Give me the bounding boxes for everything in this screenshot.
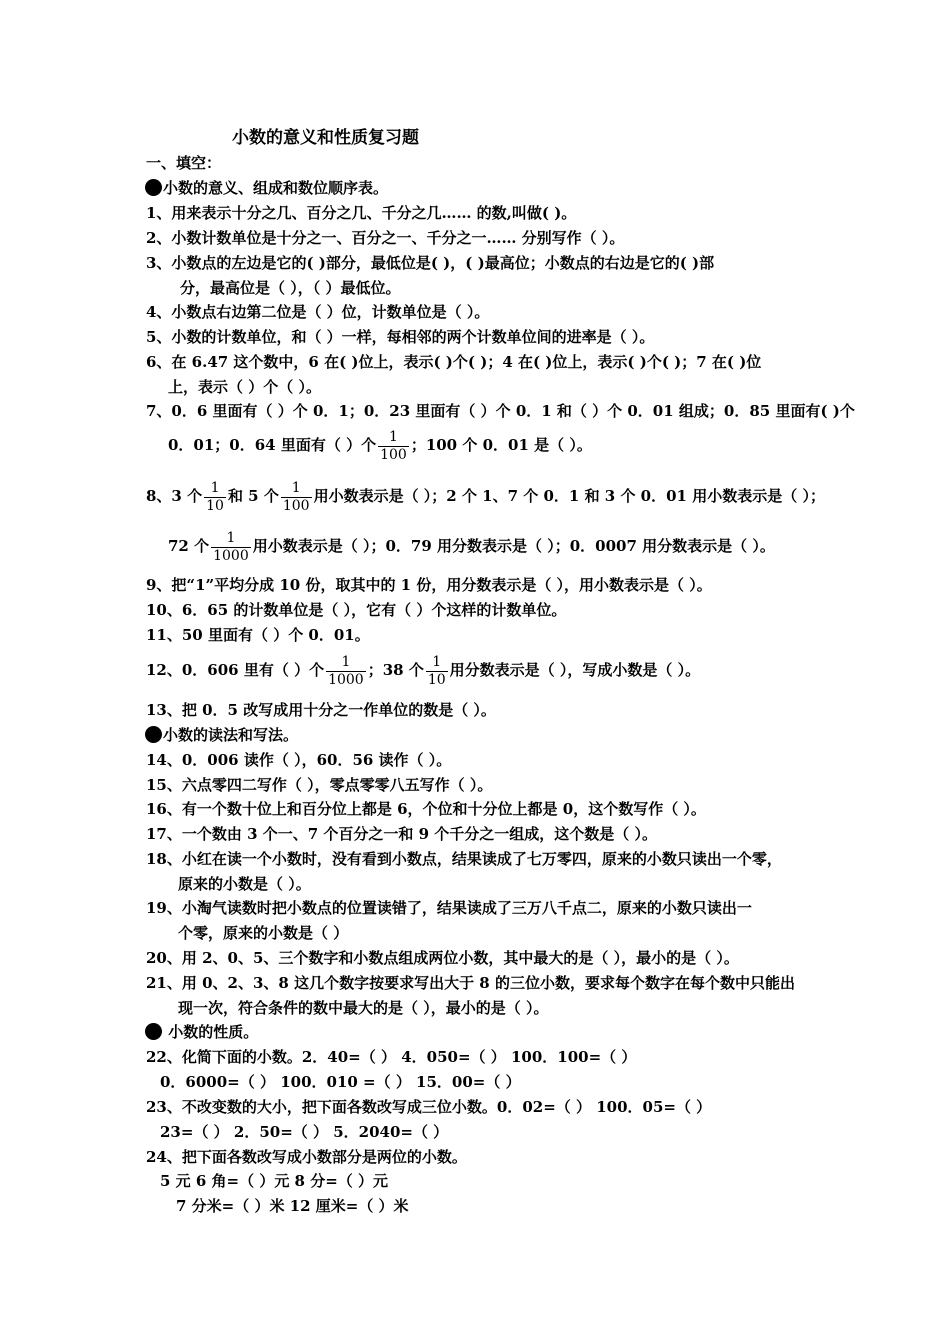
fraction-numerator: 1 (432, 653, 442, 670)
fraction-1-1000 (326, 654, 366, 689)
question-20: 20、用 2、0、5、三个数字和小数点组成两位小数，其中最大的是（ ），最小的是（ ）。 (146, 949, 739, 967)
fraction-1-10 (426, 654, 448, 689)
question-8-line-2 (168, 527, 848, 565)
fraction-denominator: 10 (427, 671, 446, 688)
question-7-line-1: 7、0．6 里面有（ ）个 0．1；0．23 里面有（ ）个 0．1 和（ ）个 0．01 组成；0．85 里面有( )个 (146, 402, 855, 420)
page-title: 小数的意义和性质复习题 (232, 128, 419, 148)
question-22-line-2: 0．6000=（ ） 100．010 =（ ） 15．00=（ ） (160, 1073, 521, 1091)
flower-bullet-icon (146, 1024, 161, 1039)
q12-text-c: 用分数表示是（ ），写成小数是（ ）。 (449, 661, 701, 679)
question-17: 17、一个数由 3 个一、7 个百分之一和 9 个千分之一组成，这个数是（ ）。 (146, 825, 658, 843)
q7-text-a: 0．01；0．64 里面有（ ）个 (168, 436, 377, 454)
subsection-properties (146, 1022, 826, 1042)
question-22-line-1: 22、化简下面的小数。2．40=（ ） 4．050=（ ） 100．100=（ ） (146, 1048, 637, 1066)
fraction-1-100 (378, 429, 409, 464)
fraction-denominator: 1000 (213, 547, 249, 564)
subsection-reading (146, 725, 826, 745)
question-23-line-2: 23=（ ） 2．50=（ ） 5．2040=（ ） (160, 1123, 449, 1141)
subsection-label: 小数的意义、组成和数位顺序表。 (163, 179, 389, 197)
question-6-line-2: 上，表示（ ）个（ ）。 (168, 378, 321, 396)
fraction-numerator: 1 (388, 428, 398, 445)
subsection-label: 小数的性质。 (163, 1023, 259, 1041)
question-13: 13、把 0．5 改写成用十分之一作单位的数是（ ）。 (146, 701, 496, 719)
q8-text-a: 8、3 个 (146, 487, 203, 505)
question-24-line-1: 5 元 6 角=（ ）元 8 分=（ ）元 (160, 1172, 389, 1190)
question-12 (146, 651, 826, 689)
question-14: 14、0．006 读作（ ），60．56 读作（ ）。 (146, 751, 452, 769)
q8-text-c: 用小数表示是（ ）；2 个 1、7 个 0．1 和 3 个 0．01 用小数表示是（ ）； (313, 487, 825, 505)
fraction-1-1000 (211, 530, 251, 565)
flower-bullet-icon (146, 727, 161, 742)
fraction-numerator: 1 (226, 529, 236, 546)
question-24: 24、把下面各数改写成小数部分是两位的小数。 (146, 1148, 467, 1166)
q7-text-b: ；100 个 0．01 是（ ）。 (410, 436, 592, 454)
fraction-denominator: 1000 (328, 671, 364, 688)
fraction-denominator: 100 (282, 497, 310, 514)
question-23-line-1: 23、不改变数的大小，把下面各数改写成三位小数。0．02=（ ） 100．05=（ ） (146, 1098, 712, 1116)
question-7-line-2 (168, 426, 848, 464)
question-2: 2、小数计数单位是十分之一、百分之一、千分之一…… 分别写作（ ）。 (146, 229, 625, 247)
question-21-line-1: 21、用 0、2、3、8 这几个数字按要求写出大于 8 的三位小数，要求每个数字在每个数中只能出 (146, 974, 795, 992)
question-15: 15、六点零四二写作（ ），零点零零八五写作（ ）。 (146, 776, 493, 794)
question-21-line-2: 现一次，符合条件的数中最大的是（ ），最小的是（ ）。 (178, 999, 549, 1017)
question-16: 16、有一个数十位上和百分位上都是 6，个位和十分位上都是 0，这个数写作（ ）。 (146, 800, 706, 818)
fraction-numerator: 1 (210, 479, 220, 496)
fraction-1-10 (204, 480, 226, 515)
question-3-line-1: 3、小数点的左边是它的( )部分，最低位是( )，( )最高位；小数点的右边是它的( )部 (146, 254, 715, 272)
q12-text-a: 12、0．606 里有（ ）个 (146, 661, 325, 679)
question-18-line-2: 原来的小数是（ ）。 (178, 875, 311, 893)
fraction-denominator: 10 (206, 497, 224, 514)
question-5: 5、小数的计数单位，和（ ）一样，每相邻的两个计数单位间的进率是（ ）。 (146, 328, 655, 346)
question-11: 11、50 里面有（ ）个 0．01。 (146, 626, 370, 644)
question-18-line-1: 18、小红在读一个小数时，没有看到小数点，结果读成了七万零四，原来的小数只读出一个零， (146, 850, 782, 868)
section-heading: 一、填空： (146, 154, 222, 172)
q8-text-d: 72 个 (168, 537, 210, 555)
q8-text-b: 和 5 个 (227, 487, 279, 505)
subsection-meaning (146, 178, 826, 198)
flower-bullet-icon (146, 180, 161, 195)
question-4: 4、小数点右边第二位是（ ）位，计数单位是（ ）。 (146, 303, 490, 321)
subsection-label: 小数的读法和写法。 (163, 726, 299, 744)
fraction-numerator: 1 (291, 479, 301, 496)
question-1: 1、用来表示十分之几、百分之几、千分之几…… 的数,叫做( )。 (146, 204, 577, 222)
question-8-line-1 (146, 477, 826, 515)
question-6-line-1: 6、在 6.47 这个数中，6 在( )位上，表示( )个( )；4 在( )位上，表示( )个( )；7 在( )位 (146, 353, 762, 371)
fraction-1-100 (281, 480, 312, 515)
q8-text-e: 用小数表示是（ ）；0．79 用分数表示是（ ）；0．0007 用分数表示是（ ）。 (252, 537, 775, 555)
question-9: 9、把“1”平均分成 10 份，取其中的 1 份，用分数表示是（ ），用小数表示是（ ）。 (146, 576, 712, 594)
question-24-line-2: 7 分米=（ ）米 12 厘米=（ ）米 (176, 1197, 409, 1215)
q12-text-b: ；38 个 (367, 661, 424, 679)
question-19-line-2: 个零，原来的小数是（ ） (178, 924, 349, 942)
question-19-line-1: 19、小淘气读数时把小数点的位置读错了，结果读成了三万八千点二，原来的小数只读出一 (146, 899, 752, 917)
fraction-denominator: 100 (380, 446, 407, 463)
fraction-numerator: 1 (341, 653, 351, 670)
question-10: 10、6．65 的计数单位是（ ），它有（ ）个这样的计数单位。 (146, 601, 567, 619)
question-3-line-2: 分，最高位是（ ），（ ）最低位。 (180, 279, 401, 297)
